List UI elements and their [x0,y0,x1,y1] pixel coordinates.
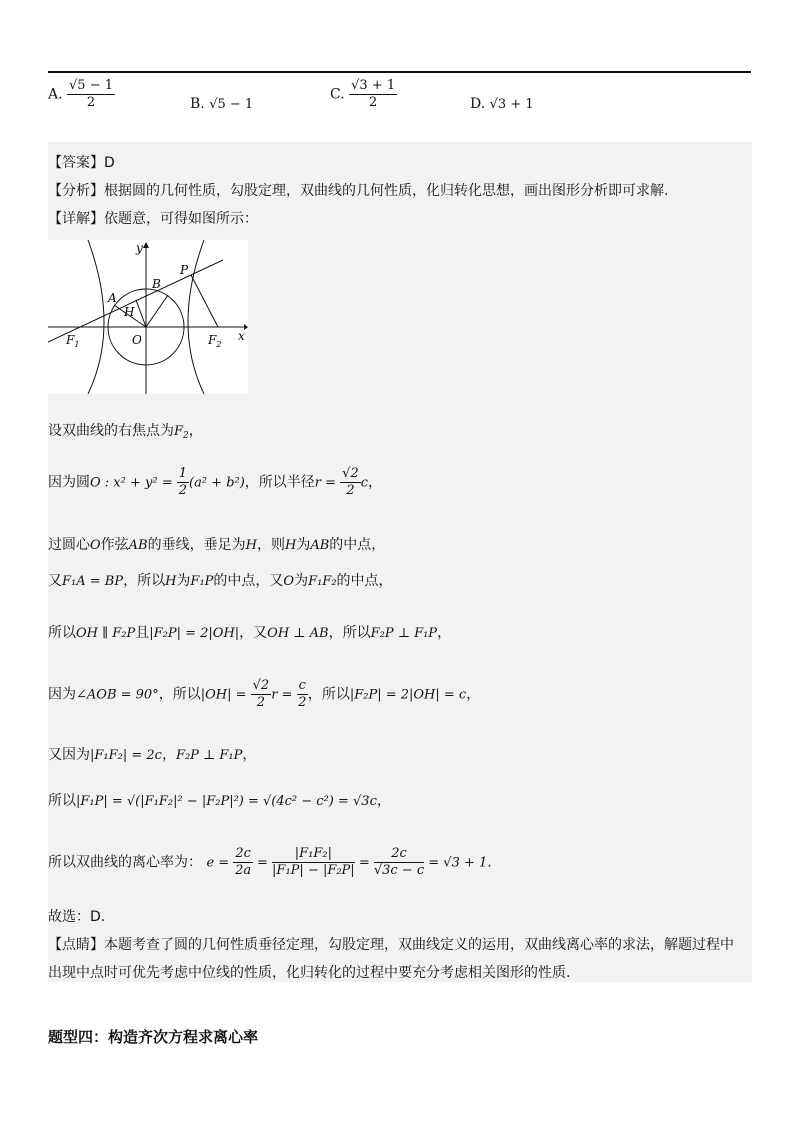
option-c[interactable]: C. $\frac{√3 + 1}{2}$ [330,78,396,110]
step-1: 设双曲线的右焦点为$F_2$， [48,423,203,441]
analysis-line: 【分析】根据圆的几何性质，勾股定理，双曲线的几何性质，化归转化思想，画出图形分析即可求解. [48,183,669,199]
label-x: x [238,329,245,343]
line-f1-p [48,260,223,342]
detail-line: 【详解】依题意，可得如图所示： [48,211,258,227]
option-d[interactable]: D. √3 + 1 [470,96,534,112]
step-6: 因为∠AOB = 90°，所以|OH| = $\frac{√2}{2}$ r = $\frac{c}{2}$ ，所以|F₂P| = 2|OH| = c， [48,678,481,710]
hyperbola-figure [48,240,248,394]
label-f2: $F_2$ [208,333,222,349]
y-axis-arrow [143,242,149,248]
label-a: A [108,291,117,305]
label-b: B [152,277,161,291]
step-3: 过圆心O作弦AB的垂线，垂足为H，则H为AB的中点， [48,537,386,553]
hyperbola-diagram [48,240,248,394]
segment-p-f2 [191,275,218,327]
label-f1: $F_1$ [66,333,80,349]
label-o: O [132,333,142,347]
section-heading: 题型四：构造齐次方程求离心率 [48,1028,259,1046]
segment-o-h [136,300,146,327]
label-p: P [180,263,189,277]
answer-line: 【答案】D [48,155,115,171]
top-rule [48,71,751,73]
step-2: 因为圆O : x² + y² = $\frac{1}{2}$ (a² + b²)，所以半径r = $\frac{√2}{2}$ c， [48,466,383,498]
step-4: 又F₁A = BP，所以H为F₁P的中点，又O为F₁F₂的中点， [48,573,393,589]
choose-line: 故选：D. [48,909,106,925]
step-8: 所以|F₁P| = √(|F₁F₂|² − |F₂P|²) = √(4c² − c²) = √3c， [48,793,391,809]
option-b[interactable]: B. √5 − 1 [190,96,254,112]
step-5: 所以OH ∥ F₂P且|F₂P| = 2|OH|，又OH ⊥ AB，所以F₂P ⊥ F₁P， [48,625,452,641]
option-a[interactable]: A. $\frac{√5 - 1}{2}$ [48,78,113,110]
option-c-fraction: $\frac{√3 + 1}{2}$ [351,78,396,110]
label-y: y [136,241,143,255]
step-9: 所以双曲线的离心率为： e = $\frac{2c}{2a}$ = $\frac{\text{|F₁F₂|}}{\text{|F₁P| − |F₂P|}}$ = $\frac{2c}{√3c - c}$ = √3 + 1. [48,846,492,878]
hyperbola-right-branch [188,240,204,394]
comment-line-1: 【点睛】本题考查了圆的几何性质垂径定理，勾股定理，双曲线定义的运用，双曲线离心率的求法，解题过程中 [48,937,734,953]
option-a-fraction: $\frac{√5 - 1}{2}$ [69,78,113,110]
step-7: 又因为|F₁F₂| = 2c，F₂P ⊥ F₁P， [48,747,257,763]
segment-o-b [146,295,168,327]
label-h: H [124,305,135,319]
comment-line-2: 出现中点时可优先考虑中位线的性质，化归转化的过程中要充分考虑相关图形的性质. [48,965,571,981]
